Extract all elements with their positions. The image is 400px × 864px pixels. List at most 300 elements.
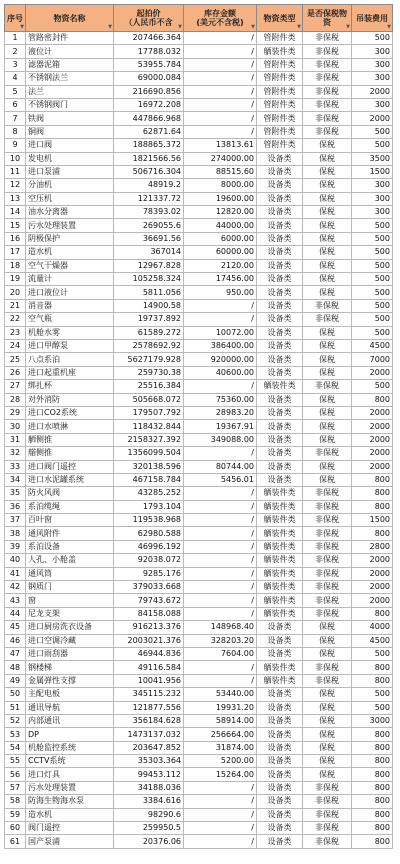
cell-inventory-amount[interactable]: / [184,380,257,393]
cell-item-type[interactable]: 设备类 [257,313,303,326]
cell-index[interactable]: 30 [5,420,26,433]
cell-index[interactable]: 45 [5,621,26,634]
cell-lifting-fee[interactable]: 500 [352,232,393,245]
cell-index[interactable]: 10 [5,152,26,165]
cell-lifting-fee[interactable]: 2000 [352,406,393,419]
cell-lifting-fee[interactable]: 2000 [352,460,393,473]
cell-item-name[interactable]: 造水机 [26,808,114,821]
cell-inventory-amount[interactable]: 920000.00 [184,353,257,366]
cell-item-type[interactable]: 舾装件类 [257,500,303,513]
cell-index[interactable]: 57 [5,781,26,794]
cell-index[interactable]: 54 [5,741,26,754]
cell-item-name[interactable]: 分油机 [26,179,114,192]
cell-inventory-amount[interactable]: / [184,594,257,607]
cell-lifting-fee[interactable]: 3000 [352,714,393,727]
cell-start-price[interactable]: 12967.828 [114,259,184,272]
cell-inventory-amount[interactable]: 44000.00 [184,219,257,232]
cell-index[interactable]: 35 [5,487,26,500]
cell-item-name[interactable]: 流量计 [26,273,114,286]
cell-bonded[interactable]: 非保税 [303,58,352,71]
cell-inventory-amount[interactable]: 75360.00 [184,393,257,406]
cell-start-price[interactable]: 34188.036 [114,781,184,794]
cell-lifting-fee[interactable]: 1500 [352,514,393,527]
table-row[interactable] [5,85,393,98]
table-row[interactable] [5,728,393,741]
cell-inventory-amount[interactable]: 2120.00 [184,259,257,272]
cell-bonded[interactable]: 保税 [303,273,352,286]
cell-bonded[interactable]: 非保税 [303,567,352,580]
dropdown-arrow-icon[interactable]: ▼ [178,24,182,30]
cell-lifting-fee[interactable]: 800 [352,527,393,540]
cell-start-price[interactable]: 9285.176 [114,567,184,580]
cell-start-price[interactable]: 46944.836 [114,647,184,660]
table-row[interactable] [5,219,393,232]
cell-inventory-amount[interactable]: / [184,567,257,580]
header-start-price[interactable]: 起拍价 （人民币不含 ▼ [114,5,184,32]
cell-inventory-amount[interactable]: / [184,835,257,848]
cell-inventory-amount[interactable]: 80744.00 [184,460,257,473]
cell-index[interactable]: 5 [5,85,26,98]
cell-bonded[interactable]: 非保税 [303,607,352,620]
cell-item-type[interactable]: 设备类 [257,246,303,259]
cell-inventory-amount[interactable]: / [184,607,257,620]
cell-start-price[interactable]: 1821566.56 [114,152,184,165]
cell-bonded[interactable]: 保税 [303,219,352,232]
cell-item-name[interactable]: 进口阀门遥控 [26,460,114,473]
cell-item-name[interactable]: 进口泵浦 [26,165,114,178]
cell-inventory-amount[interactable]: / [184,85,257,98]
cell-lifting-fee[interactable]: 800 [352,487,393,500]
cell-index[interactable]: 59 [5,808,26,821]
table-row[interactable] [5,701,393,714]
cell-item-type[interactable]: 设备类 [257,473,303,486]
cell-start-price[interactable]: 179507.792 [114,406,184,419]
cell-inventory-amount[interactable]: 950.00 [184,286,257,299]
cell-bonded[interactable]: 保税 [303,406,352,419]
cell-inventory-amount[interactable]: 31874.00 [184,741,257,754]
cell-inventory-amount[interactable]: 386400.00 [184,339,257,352]
cell-bonded[interactable]: 非保税 [303,554,352,567]
cell-start-price[interactable]: 1473137.032 [114,728,184,741]
cell-bonded[interactable]: 非保税 [303,112,352,125]
cell-item-name[interactable]: 尼龙支架 [26,607,114,620]
cell-inventory-amount[interactable]: / [184,661,257,674]
cell-index[interactable]: 4 [5,72,26,85]
table-row[interactable] [5,353,393,366]
cell-item-type[interactable]: 设备类 [257,822,303,835]
table-row[interactable] [5,554,393,567]
cell-item-name[interactable]: 发电机 [26,152,114,165]
cell-inventory-amount[interactable]: 5200.00 [184,755,257,768]
cell-inventory-amount[interactable]: 8000.00 [184,179,257,192]
cell-bonded[interactable]: 保税 [303,366,352,379]
cell-bonded[interactable]: 保税 [303,393,352,406]
cell-lifting-fee[interactable]: 800 [352,500,393,513]
table-row[interactable] [5,326,393,339]
cell-inventory-amount[interactable]: 40600.00 [184,366,257,379]
table-row[interactable] [5,299,393,312]
cell-item-type[interactable]: 设备类 [257,701,303,714]
cell-item-name[interactable]: 铜阀 [26,125,114,138]
cell-item-type[interactable]: 设备类 [257,219,303,232]
cell-item-name[interactable]: 进口水泥罐系统 [26,473,114,486]
cell-index[interactable]: 11 [5,165,26,178]
cell-lifting-fee[interactable]: 1500 [352,165,393,178]
cell-start-price[interactable]: 62871.64 [114,125,184,138]
cell-index[interactable]: 51 [5,701,26,714]
table-row[interactable] [5,527,393,540]
cell-index[interactable]: 19 [5,273,26,286]
cell-lifting-fee[interactable]: 800 [352,822,393,835]
cell-index[interactable]: 50 [5,688,26,701]
table-row[interactable] [5,246,393,259]
cell-start-price[interactable]: 99453.112 [114,768,184,781]
cell-inventory-amount[interactable]: / [184,554,257,567]
cell-bonded[interactable]: 保税 [303,768,352,781]
cell-lifting-fee[interactable]: 4500 [352,339,393,352]
dropdown-arrow-icon[interactable]: ▼ [387,24,391,30]
cell-index[interactable]: 34 [5,473,26,486]
cell-item-name[interactable]: 防海生物海水泵 [26,795,114,808]
cell-lifting-fee[interactable]: 800 [352,728,393,741]
table-row[interactable] [5,259,393,272]
cell-inventory-amount[interactable]: 13813.61 [184,139,257,152]
cell-index[interactable]: 39 [5,540,26,553]
cell-index[interactable]: 31 [5,433,26,446]
dropdown-arrow-icon[interactable]: ▼ [108,24,112,30]
cell-item-name[interactable]: 百叶窗 [26,514,114,527]
cell-index[interactable]: 43 [5,594,26,607]
cell-inventory-amount[interactable]: / [184,45,257,58]
cell-lifting-fee[interactable]: 500 [352,313,393,326]
cell-item-name[interactable]: 艏侧推 [26,447,114,460]
cell-inventory-amount[interactable]: / [184,299,257,312]
table-row[interactable] [5,460,393,473]
cell-lifting-fee[interactable]: 500 [352,286,393,299]
cell-start-price[interactable]: 36691.56 [114,232,184,245]
cell-lifting-fee[interactable]: 300 [352,98,393,111]
dropdown-arrow-icon[interactable]: ▼ [346,24,350,30]
table-row[interactable] [5,232,393,245]
cell-lifting-fee[interactable]: 500 [352,259,393,272]
cell-lifting-fee[interactable]: 500 [352,380,393,393]
cell-index[interactable]: 47 [5,647,26,660]
cell-item-type[interactable]: 舾装件类 [257,607,303,620]
cell-item-type[interactable]: 设备类 [257,634,303,647]
cell-bonded[interactable]: 非保税 [303,313,352,326]
cell-bonded[interactable]: 非保税 [303,822,352,835]
cell-start-price[interactable]: 48919.2 [114,179,184,192]
cell-item-type[interactable]: 设备类 [257,179,303,192]
cell-start-price[interactable]: 207466.364 [114,32,184,45]
cell-bonded[interactable]: 非保税 [303,299,352,312]
cell-start-price[interactable]: 320138.596 [114,460,184,473]
table-row[interactable] [5,514,393,527]
cell-index[interactable]: 8 [5,125,26,138]
cell-bonded[interactable]: 非保税 [303,835,352,848]
cell-index[interactable]: 55 [5,755,26,768]
cell-item-type[interactable]: 舾装件类 [257,540,303,553]
cell-item-name[interactable]: 管路密封件 [26,32,114,45]
cell-index[interactable]: 42 [5,581,26,594]
table-row[interactable] [5,634,393,647]
cell-item-type[interactable]: 设备类 [257,835,303,848]
table-row[interactable] [5,45,393,58]
cell-lifting-fee[interactable]: 2000 [352,594,393,607]
cell-lifting-fee[interactable]: 300 [352,179,393,192]
cell-inventory-amount[interactable]: 58914.00 [184,714,257,727]
cell-lifting-fee[interactable]: 500 [352,326,393,339]
cell-index[interactable]: 14 [5,206,26,219]
cell-bonded[interactable]: 保税 [303,460,352,473]
dropdown-arrow-icon[interactable]: ▼ [20,24,24,30]
cell-lifting-fee[interactable]: 2000 [352,85,393,98]
cell-bonded[interactable]: 非保税 [303,72,352,85]
cell-inventory-amount[interactable]: 7604.00 [184,647,257,660]
cell-lifting-fee[interactable]: 500 [352,273,393,286]
cell-bonded[interactable]: 保税 [303,206,352,219]
cell-item-type[interactable]: 设备类 [257,286,303,299]
cell-inventory-amount[interactable]: 19367.91 [184,420,257,433]
cell-item-name[interactable]: 不锈钢阀门 [26,98,114,111]
table-row[interactable] [5,661,393,674]
cell-start-price[interactable]: 5627179.928 [114,353,184,366]
cell-inventory-amount[interactable]: / [184,581,257,594]
cell-inventory-amount[interactable]: / [184,313,257,326]
cell-lifting-fee[interactable]: 800 [352,674,393,687]
cell-lifting-fee[interactable]: 2000 [352,433,393,446]
table-row[interactable] [5,540,393,553]
cell-lifting-fee[interactable]: 800 [352,835,393,848]
cell-item-type[interactable]: 管附件类 [257,112,303,125]
cell-index[interactable]: 22 [5,313,26,326]
cell-item-type[interactable]: 管附件类 [257,32,303,45]
cell-start-price[interactable]: 78393.02 [114,206,184,219]
cell-item-name[interactable]: 进口空调冷藏 [26,634,114,647]
cell-index[interactable]: 46 [5,634,26,647]
cell-start-price[interactable]: 5811.056 [114,286,184,299]
cell-lifting-fee[interactable]: 300 [352,192,393,205]
cell-index[interactable]: 37 [5,514,26,527]
cell-item-name[interactable]: 内部通讯 [26,714,114,727]
cell-item-name[interactable]: 进口雨刮器 [26,647,114,660]
cell-item-name[interactable]: 铁阀 [26,112,114,125]
table-row[interactable] [5,206,393,219]
table-row[interactable] [5,98,393,111]
cell-item-name[interactable]: 通讯导航 [26,701,114,714]
table-row[interactable] [5,688,393,701]
cell-item-name[interactable]: 钢楼梯 [26,661,114,674]
table-row[interactable] [5,607,393,620]
cell-inventory-amount[interactable]: 17456.00 [184,273,257,286]
cell-index[interactable]: 28 [5,393,26,406]
cell-item-name[interactable]: 进口液位计 [26,286,114,299]
cell-index[interactable]: 23 [5,326,26,339]
cell-start-price[interactable]: 1356099.504 [114,447,184,460]
cell-bonded[interactable]: 保税 [303,152,352,165]
cell-bonded[interactable]: 保税 [303,741,352,754]
cell-index[interactable]: 52 [5,714,26,727]
table-row[interactable] [5,112,393,125]
cell-bonded[interactable]: 保税 [303,714,352,727]
cell-lifting-fee[interactable]: 800 [352,393,393,406]
header-bonded[interactable]: 是否保税物资 ▼ [303,5,352,32]
cell-start-price[interactable]: 1793.104 [114,500,184,513]
cell-item-name[interactable]: 绑扎杯 [26,380,114,393]
table-row[interactable] [5,433,393,446]
cell-bonded[interactable]: 保税 [303,139,352,152]
cell-inventory-amount[interactable]: / [184,540,257,553]
cell-bonded[interactable]: 保税 [303,701,352,714]
cell-lifting-fee[interactable]: 7000 [352,353,393,366]
cell-lifting-fee[interactable]: 500 [352,32,393,45]
cell-item-type[interactable]: 设备类 [257,206,303,219]
cell-bonded[interactable]: 保税 [303,353,352,366]
cell-lifting-fee[interactable]: 800 [352,473,393,486]
cell-start-price[interactable]: 356184.628 [114,714,184,727]
table-row[interactable] [5,808,393,821]
cell-item-type[interactable]: 设备类 [257,406,303,419]
table-row[interactable] [5,674,393,687]
cell-index[interactable]: 33 [5,460,26,473]
cell-bonded[interactable]: 非保税 [303,540,352,553]
cell-index[interactable]: 16 [5,232,26,245]
cell-inventory-amount[interactable]: / [184,112,257,125]
cell-bonded[interactable]: 保税 [303,286,352,299]
cell-item-type[interactable]: 管附件类 [257,85,303,98]
cell-bonded[interactable]: 非保税 [303,125,352,138]
cell-lifting-fee[interactable]: 3500 [352,152,393,165]
cell-start-price[interactable]: 216690.856 [114,85,184,98]
cell-lifting-fee[interactable]: 800 [352,795,393,808]
cell-bonded[interactable]: 保税 [303,259,352,272]
cell-inventory-amount[interactable]: / [184,98,257,111]
cell-inventory-amount[interactable]: / [184,527,257,540]
cell-start-price[interactable]: 259730.38 [114,366,184,379]
cell-item-name[interactable]: 舾侧推 [26,433,114,446]
cell-inventory-amount[interactable]: / [184,795,257,808]
cell-item-type[interactable]: 舾装件类 [257,380,303,393]
cell-item-type[interactable]: 设备类 [257,339,303,352]
cell-item-type[interactable]: 设备类 [257,728,303,741]
header-inventory-amount[interactable]: 库存金额 (美元不含税) ▼ [184,5,257,32]
cell-bonded[interactable]: 非保税 [303,85,352,98]
cell-start-price[interactable]: 467158.784 [114,473,184,486]
cell-index[interactable]: 41 [5,567,26,580]
cell-bonded[interactable]: 保税 [303,246,352,259]
cell-inventory-amount[interactable]: 256664.00 [184,728,257,741]
cell-inventory-amount[interactable]: 12820.00 [184,206,257,219]
cell-lifting-fee[interactable]: 500 [352,246,393,259]
cell-item-type[interactable]: 设备类 [257,366,303,379]
cell-start-price[interactable]: 916213.376 [114,621,184,634]
table-row[interactable] [5,286,393,299]
cell-index[interactable]: 7 [5,112,26,125]
cell-bonded[interactable]: 非保税 [303,45,352,58]
cell-start-price[interactable]: 84158.088 [114,607,184,620]
cell-bonded[interactable]: 非保税 [303,808,352,821]
cell-item-type[interactable]: 舾装件类 [257,661,303,674]
cell-inventory-amount[interactable]: 15264.00 [184,768,257,781]
cell-item-type[interactable]: 设备类 [257,326,303,339]
cell-bonded[interactable]: 保税 [303,755,352,768]
cell-item-type[interactable]: 舾装件类 [257,581,303,594]
cell-item-name[interactable]: 阴极保护 [26,232,114,245]
cell-start-price[interactable]: 19737.892 [114,313,184,326]
cell-inventory-amount[interactable]: 19600.00 [184,192,257,205]
table-row[interactable] [5,741,393,754]
cell-bonded[interactable]: 保税 [303,634,352,647]
cell-item-name[interactable]: 主配电板 [26,688,114,701]
cell-start-price[interactable]: 20376.06 [114,835,184,848]
cell-index[interactable]: 38 [5,527,26,540]
cell-start-price[interactable]: 17788.032 [114,45,184,58]
cell-item-type[interactable]: 设备类 [257,353,303,366]
cell-bonded[interactable]: 保税 [303,165,352,178]
cell-bonded[interactable]: 非保税 [303,380,352,393]
cell-lifting-fee[interactable]: 2000 [352,554,393,567]
cell-bonded[interactable]: 非保税 [303,98,352,111]
table-row[interactable] [5,781,393,794]
cell-item-name[interactable]: 防火风阀 [26,487,114,500]
header-item-name[interactable]: 物资名称 ▼ [26,5,114,32]
cell-inventory-amount[interactable]: / [184,32,257,45]
cell-index[interactable]: 56 [5,768,26,781]
cell-start-price[interactable]: 259950.5 [114,822,184,835]
cell-item-type[interactable]: 设备类 [257,232,303,245]
cell-index[interactable]: 53 [5,728,26,741]
table-row[interactable] [5,58,393,71]
cell-item-type[interactable]: 舾装件类 [257,487,303,500]
cell-lifting-fee[interactable]: 500 [352,647,393,660]
cell-index[interactable]: 26 [5,366,26,379]
cell-item-type[interactable]: 设备类 [257,781,303,794]
cell-item-type[interactable]: 舾装件类 [257,514,303,527]
cell-index[interactable]: 18 [5,259,26,272]
cell-start-price[interactable]: 2003021.376 [114,634,184,647]
cell-index[interactable]: 44 [5,607,26,620]
cell-start-price[interactable]: 121337.72 [114,192,184,205]
cell-bonded[interactable]: 保税 [303,179,352,192]
cell-lifting-fee[interactable]: 800 [352,755,393,768]
cell-start-price[interactable]: 367014 [114,246,184,259]
cell-index[interactable]: 1 [5,32,26,45]
cell-item-type[interactable]: 设备类 [257,152,303,165]
cell-lifting-fee[interactable]: 2000 [352,420,393,433]
table-row[interactable] [5,473,393,486]
cell-lifting-fee[interactable]: 500 [352,701,393,714]
cell-lifting-fee[interactable]: 800 [352,781,393,794]
cell-start-price[interactable]: 506716.304 [114,165,184,178]
cell-lifting-fee[interactable]: 4500 [352,634,393,647]
cell-inventory-amount[interactable]: / [184,674,257,687]
cell-item-name[interactable]: 油水分离器 [26,206,114,219]
cell-item-type[interactable]: 管附件类 [257,139,303,152]
cell-index[interactable]: 36 [5,500,26,513]
table-row[interactable] [5,447,393,460]
cell-lifting-fee[interactable]: 300 [352,58,393,71]
cell-item-type[interactable]: 管附件类 [257,125,303,138]
header-item-type[interactable]: 物资类型 ▼ [257,5,303,32]
cell-lifting-fee[interactable]: 2000 [352,581,393,594]
table-row[interactable] [5,420,393,433]
table-row[interactable] [5,795,393,808]
cell-start-price[interactable]: 119538.968 [114,514,184,527]
cell-item-name[interactable]: 进口水喷淋 [26,420,114,433]
cell-inventory-amount[interactable]: 328203.20 [184,634,257,647]
header-index[interactable]: 序号 ▼ [5,5,26,32]
cell-start-price[interactable]: 447866.968 [114,112,184,125]
